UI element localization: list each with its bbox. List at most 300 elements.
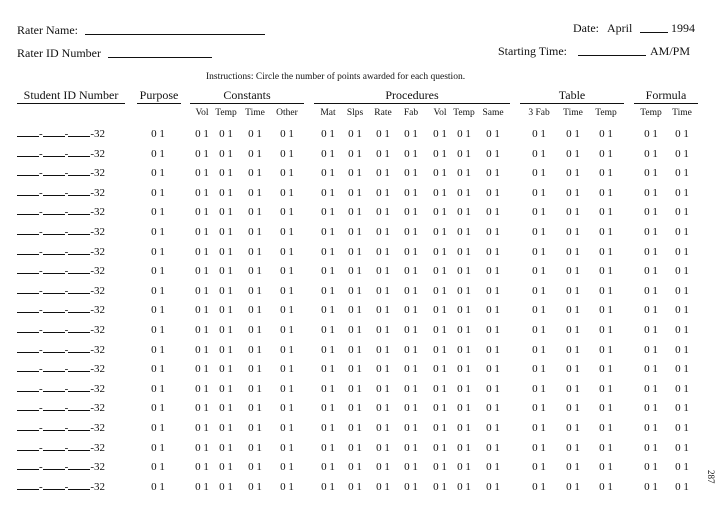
date-day-field[interactable] [640, 32, 668, 33]
score-cell[interactable]: 0 1 [248, 265, 262, 277]
score-cell-purpose[interactable]: 0 1 [151, 206, 165, 218]
student-id-field[interactable]: - - -32 [17, 285, 105, 297]
score-cell[interactable]: 0 1 [280, 422, 294, 434]
score-cell[interactable]: 0 1 [599, 148, 613, 160]
score-cell[interactable]: 0 1 [280, 246, 294, 258]
student-id-field[interactable]: - - -32 [17, 344, 105, 356]
score-cell[interactable]: 0 1 [321, 304, 335, 316]
score-cell[interactable]: 0 1 [348, 461, 362, 473]
score-cell[interactable]: 0 1 [457, 206, 471, 218]
score-cell[interactable]: 0 1 [532, 265, 546, 277]
score-cell[interactable]: 0 1 [486, 461, 500, 473]
score-cell-purpose[interactable]: 0 1 [151, 187, 165, 199]
score-cell[interactable]: 0 1 [195, 148, 209, 160]
score-cell[interactable]: 0 1 [532, 422, 546, 434]
score-cell[interactable]: 0 1 [376, 226, 390, 238]
score-cell[interactable]: 0 1 [433, 324, 447, 336]
score-cell[interactable]: 0 1 [404, 442, 418, 454]
score-cell[interactable]: 0 1 [532, 206, 546, 218]
score-cell[interactable]: 0 1 [195, 402, 209, 414]
score-cell[interactable]: 0 1 [195, 187, 209, 199]
score-cell[interactable]: 0 1 [248, 422, 262, 434]
score-cell[interactable]: 0 1 [486, 167, 500, 179]
score-cell[interactable]: 0 1 [376, 344, 390, 356]
score-cell[interactable]: 0 1 [599, 304, 613, 316]
score-cell[interactable]: 0 1 [644, 226, 658, 238]
score-cell[interactable]: 0 1 [348, 187, 362, 199]
score-cell[interactable]: 0 1 [566, 206, 580, 218]
score-cell[interactable]: 0 1 [433, 363, 447, 375]
score-cell[interactable]: 0 1 [195, 128, 209, 140]
score-cell[interactable]: 0 1 [599, 187, 613, 199]
score-cell[interactable]: 0 1 [644, 344, 658, 356]
score-cell[interactable]: 0 1 [486, 344, 500, 356]
score-cell[interactable]: 0 1 [675, 461, 689, 473]
score-cell[interactable]: 0 1 [321, 481, 335, 493]
score-cell[interactable]: 0 1 [457, 363, 471, 375]
score-cell[interactable]: 0 1 [566, 304, 580, 316]
score-cell[interactable]: 0 1 [532, 285, 546, 297]
score-cell[interactable]: 0 1 [457, 461, 471, 473]
score-cell[interactable]: 0 1 [404, 402, 418, 414]
starting-time-field[interactable] [578, 55, 646, 56]
score-cell[interactable]: 0 1 [566, 285, 580, 297]
score-cell[interactable]: 0 1 [457, 285, 471, 297]
score-cell[interactable]: 0 1 [404, 422, 418, 434]
score-cell-purpose[interactable]: 0 1 [151, 285, 165, 297]
score-cell[interactable]: 0 1 [457, 187, 471, 199]
score-cell[interactable]: 0 1 [219, 226, 233, 238]
score-cell[interactable]: 0 1 [195, 167, 209, 179]
score-cell[interactable]: 0 1 [599, 402, 613, 414]
score-cell[interactable]: 0 1 [599, 128, 613, 140]
score-cell[interactable]: 0 1 [219, 167, 233, 179]
score-cell[interactable]: 0 1 [599, 461, 613, 473]
score-cell[interactable]: 0 1 [321, 442, 335, 454]
score-cell[interactable]: 0 1 [566, 344, 580, 356]
score-cell[interactable]: 0 1 [433, 422, 447, 434]
score-cell[interactable]: 0 1 [532, 461, 546, 473]
score-cell[interactable]: 0 1 [599, 226, 613, 238]
score-cell[interactable]: 0 1 [280, 148, 294, 160]
student-id-field[interactable]: - - -32 [17, 324, 105, 336]
score-cell[interactable]: 0 1 [532, 481, 546, 493]
score-cell[interactable]: 0 1 [321, 383, 335, 395]
score-cell[interactable]: 0 1 [532, 402, 546, 414]
score-cell[interactable]: 0 1 [566, 128, 580, 140]
score-cell[interactable]: 0 1 [348, 285, 362, 297]
score-cell[interactable]: 0 1 [219, 344, 233, 356]
score-cell[interactable]: 0 1 [195, 383, 209, 395]
student-id-field[interactable]: - - -32 [17, 442, 105, 454]
score-cell[interactable]: 0 1 [195, 206, 209, 218]
score-cell[interactable]: 0 1 [280, 167, 294, 179]
score-cell[interactable]: 0 1 [644, 265, 658, 277]
score-cell[interactable]: 0 1 [532, 363, 546, 375]
score-cell[interactable]: 0 1 [321, 148, 335, 160]
score-cell[interactable]: 0 1 [321, 187, 335, 199]
score-cell[interactable]: 0 1 [348, 246, 362, 258]
score-cell[interactable]: 0 1 [376, 265, 390, 277]
score-cell[interactable]: 0 1 [348, 422, 362, 434]
score-cell[interactable]: 0 1 [644, 383, 658, 395]
score-cell[interactable]: 0 1 [599, 324, 613, 336]
score-cell[interactable]: 0 1 [404, 167, 418, 179]
score-cell[interactable]: 0 1 [248, 246, 262, 258]
score-cell[interactable]: 0 1 [644, 167, 658, 179]
score-cell[interactable]: 0 1 [433, 226, 447, 238]
score-cell[interactable]: 0 1 [280, 187, 294, 199]
score-cell[interactable]: 0 1 [248, 383, 262, 395]
score-cell[interactable]: 0 1 [376, 442, 390, 454]
score-cell[interactable]: 0 1 [248, 167, 262, 179]
student-id-field[interactable]: - - -32 [17, 206, 105, 218]
score-cell[interactable]: 0 1 [404, 128, 418, 140]
score-cell[interactable]: 0 1 [457, 128, 471, 140]
score-cell[interactable]: 0 1 [486, 304, 500, 316]
score-cell[interactable]: 0 1 [348, 226, 362, 238]
score-cell[interactable]: 0 1 [486, 226, 500, 238]
score-cell[interactable]: 0 1 [348, 167, 362, 179]
score-cell[interactable]: 0 1 [348, 206, 362, 218]
score-cell[interactable]: 0 1 [195, 442, 209, 454]
score-cell[interactable]: 0 1 [348, 128, 362, 140]
score-cell[interactable]: 0 1 [280, 304, 294, 316]
score-cell[interactable]: 0 1 [433, 285, 447, 297]
student-id-field[interactable]: - - -32 [17, 167, 105, 179]
score-cell[interactable]: 0 1 [644, 442, 658, 454]
score-cell[interactable]: 0 1 [404, 148, 418, 160]
score-cell[interactable]: 0 1 [219, 363, 233, 375]
score-cell[interactable]: 0 1 [566, 324, 580, 336]
score-cell[interactable]: 0 1 [599, 246, 613, 258]
score-cell-purpose[interactable]: 0 1 [151, 246, 165, 258]
score-cell[interactable]: 0 1 [457, 422, 471, 434]
score-cell[interactable]: 0 1 [599, 481, 613, 493]
score-cell[interactable]: 0 1 [644, 246, 658, 258]
score-cell-purpose[interactable]: 0 1 [151, 383, 165, 395]
score-cell[interactable]: 0 1 [280, 481, 294, 493]
score-cell[interactable]: 0 1 [457, 383, 471, 395]
score-cell[interactable]: 0 1 [321, 461, 335, 473]
score-cell[interactable]: 0 1 [321, 324, 335, 336]
score-cell[interactable]: 0 1 [532, 344, 546, 356]
score-cell[interactable]: 0 1 [348, 265, 362, 277]
rater-name-field[interactable] [85, 34, 265, 35]
score-cell[interactable]: 0 1 [675, 167, 689, 179]
score-cell[interactable]: 0 1 [248, 206, 262, 218]
score-cell[interactable]: 0 1 [376, 481, 390, 493]
score-cell[interactable]: 0 1 [675, 324, 689, 336]
score-cell-purpose[interactable]: 0 1 [151, 167, 165, 179]
student-id-field[interactable]: - - -32 [17, 383, 105, 395]
score-cell[interactable]: 0 1 [219, 246, 233, 258]
score-cell[interactable]: 0 1 [376, 363, 390, 375]
score-cell[interactable]: 0 1 [675, 304, 689, 316]
score-cell[interactable]: 0 1 [219, 285, 233, 297]
score-cell[interactable]: 0 1 [376, 402, 390, 414]
score-cell[interactable]: 0 1 [566, 461, 580, 473]
score-cell[interactable]: 0 1 [457, 324, 471, 336]
score-cell[interactable]: 0 1 [280, 402, 294, 414]
score-cell[interactable]: 0 1 [219, 265, 233, 277]
score-cell[interactable]: 0 1 [348, 402, 362, 414]
score-cell[interactable]: 0 1 [376, 285, 390, 297]
score-cell[interactable]: 0 1 [376, 246, 390, 258]
score-cell[interactable]: 0 1 [195, 422, 209, 434]
score-cell[interactable]: 0 1 [433, 246, 447, 258]
score-cell[interactable]: 0 1 [599, 422, 613, 434]
score-cell[interactable]: 0 1 [219, 461, 233, 473]
score-cell[interactable]: 0 1 [433, 206, 447, 218]
score-cell[interactable]: 0 1 [404, 246, 418, 258]
score-cell[interactable]: 0 1 [321, 246, 335, 258]
score-cell[interactable]: 0 1 [219, 442, 233, 454]
score-cell[interactable]: 0 1 [321, 167, 335, 179]
score-cell[interactable]: 0 1 [195, 481, 209, 493]
score-cell[interactable]: 0 1 [486, 265, 500, 277]
score-cell[interactable]: 0 1 [433, 461, 447, 473]
score-cell[interactable]: 0 1 [675, 265, 689, 277]
score-cell[interactable]: 0 1 [566, 442, 580, 454]
score-cell[interactable]: 0 1 [486, 128, 500, 140]
score-cell[interactable]: 0 1 [566, 226, 580, 238]
score-cell[interactable]: 0 1 [486, 206, 500, 218]
score-cell[interactable]: 0 1 [486, 187, 500, 199]
score-cell[interactable]: 0 1 [675, 383, 689, 395]
score-cell[interactable]: 0 1 [486, 402, 500, 414]
score-cell[interactable]: 0 1 [457, 304, 471, 316]
score-cell[interactable]: 0 1 [404, 285, 418, 297]
score-cell[interactable]: 0 1 [321, 206, 335, 218]
score-cell-purpose[interactable]: 0 1 [151, 344, 165, 356]
score-cell[interactable]: 0 1 [404, 265, 418, 277]
score-cell[interactable]: 0 1 [433, 167, 447, 179]
score-cell[interactable]: 0 1 [404, 344, 418, 356]
score-cell[interactable]: 0 1 [404, 226, 418, 238]
score-cell[interactable]: 0 1 [376, 383, 390, 395]
score-cell[interactable]: 0 1 [248, 285, 262, 297]
score-cell[interactable]: 0 1 [433, 128, 447, 140]
score-cell[interactable]: 0 1 [280, 128, 294, 140]
score-cell-purpose[interactable]: 0 1 [151, 402, 165, 414]
score-cell[interactable]: 0 1 [599, 442, 613, 454]
score-cell[interactable]: 0 1 [599, 344, 613, 356]
score-cell[interactable]: 0 1 [248, 324, 262, 336]
score-cell[interactable]: 0 1 [457, 344, 471, 356]
score-cell[interactable]: 0 1 [532, 442, 546, 454]
score-cell[interactable]: 0 1 [457, 167, 471, 179]
score-cell[interactable]: 0 1 [457, 442, 471, 454]
score-cell[interactable]: 0 1 [248, 442, 262, 454]
score-cell[interactable]: 0 1 [644, 481, 658, 493]
score-cell-purpose[interactable]: 0 1 [151, 481, 165, 493]
score-cell-purpose[interactable]: 0 1 [151, 363, 165, 375]
score-cell[interactable]: 0 1 [486, 246, 500, 258]
score-cell[interactable]: 0 1 [599, 206, 613, 218]
score-cell[interactable]: 0 1 [675, 285, 689, 297]
score-cell[interactable]: 0 1 [486, 383, 500, 395]
student-id-field[interactable]: - - -32 [17, 363, 105, 375]
score-cell[interactable]: 0 1 [348, 363, 362, 375]
score-cell[interactable]: 0 1 [433, 383, 447, 395]
score-cell[interactable]: 0 1 [532, 148, 546, 160]
score-cell[interactable]: 0 1 [219, 304, 233, 316]
score-cell[interactable]: 0 1 [404, 481, 418, 493]
score-cell[interactable]: 0 1 [675, 402, 689, 414]
score-cell[interactable]: 0 1 [675, 246, 689, 258]
student-id-field[interactable]: - - -32 [17, 265, 105, 277]
score-cell-purpose[interactable]: 0 1 [151, 265, 165, 277]
score-cell[interactable]: 0 1 [376, 422, 390, 434]
score-cell[interactable]: 0 1 [532, 383, 546, 395]
student-id-field[interactable]: - - -32 [17, 402, 105, 414]
score-cell-purpose[interactable]: 0 1 [151, 148, 165, 160]
score-cell[interactable]: 0 1 [195, 265, 209, 277]
score-cell[interactable]: 0 1 [599, 265, 613, 277]
score-cell[interactable]: 0 1 [486, 442, 500, 454]
score-cell[interactable]: 0 1 [376, 148, 390, 160]
score-cell[interactable]: 0 1 [321, 402, 335, 414]
score-cell[interactable]: 0 1 [433, 265, 447, 277]
score-cell[interactable]: 0 1 [248, 187, 262, 199]
student-id-field[interactable]: - - -32 [17, 187, 105, 199]
score-cell[interactable]: 0 1 [219, 206, 233, 218]
score-cell[interactable]: 0 1 [532, 167, 546, 179]
score-cell-purpose[interactable]: 0 1 [151, 422, 165, 434]
score-cell[interactable]: 0 1 [376, 304, 390, 316]
score-cell[interactable]: 0 1 [457, 481, 471, 493]
score-cell[interactable]: 0 1 [566, 383, 580, 395]
score-cell[interactable]: 0 1 [644, 422, 658, 434]
score-cell[interactable]: 0 1 [404, 187, 418, 199]
score-cell[interactable]: 0 1 [675, 128, 689, 140]
score-cell[interactable]: 0 1 [486, 481, 500, 493]
score-cell-purpose[interactable]: 0 1 [151, 461, 165, 473]
score-cell[interactable]: 0 1 [219, 422, 233, 434]
score-cell[interactable]: 0 1 [195, 363, 209, 375]
score-cell[interactable]: 0 1 [280, 442, 294, 454]
score-cell[interactable]: 0 1 [457, 246, 471, 258]
score-cell[interactable]: 0 1 [675, 363, 689, 375]
score-cell[interactable]: 0 1 [376, 206, 390, 218]
score-cell[interactable]: 0 1 [219, 383, 233, 395]
score-cell[interactable]: 0 1 [280, 226, 294, 238]
score-cell[interactable]: 0 1 [532, 226, 546, 238]
score-cell[interactable]: 0 1 [195, 285, 209, 297]
score-cell[interactable]: 0 1 [248, 363, 262, 375]
score-cell[interactable]: 0 1 [321, 128, 335, 140]
score-cell[interactable]: 0 1 [376, 461, 390, 473]
score-cell[interactable]: 0 1 [433, 344, 447, 356]
score-cell[interactable]: 0 1 [348, 481, 362, 493]
score-cell[interactable]: 0 1 [566, 402, 580, 414]
score-cell[interactable]: 0 1 [457, 265, 471, 277]
score-cell[interactable]: 0 1 [195, 246, 209, 258]
score-cell[interactable]: 0 1 [532, 246, 546, 258]
score-cell[interactable]: 0 1 [348, 344, 362, 356]
score-cell[interactable]: 0 1 [248, 461, 262, 473]
score-cell[interactable]: 0 1 [566, 148, 580, 160]
score-cell[interactable]: 0 1 [532, 128, 546, 140]
score-cell[interactable]: 0 1 [219, 402, 233, 414]
score-cell-purpose[interactable]: 0 1 [151, 128, 165, 140]
score-cell[interactable]: 0 1 [675, 442, 689, 454]
score-cell[interactable]: 0 1 [433, 304, 447, 316]
score-cell[interactable]: 0 1 [376, 128, 390, 140]
score-cell[interactable]: 0 1 [532, 324, 546, 336]
score-cell[interactable]: 0 1 [248, 128, 262, 140]
score-cell[interactable]: 0 1 [195, 324, 209, 336]
score-cell[interactable]: 0 1 [433, 148, 447, 160]
score-cell[interactable]: 0 1 [644, 461, 658, 473]
score-cell-purpose[interactable]: 0 1 [151, 226, 165, 238]
score-cell[interactable]: 0 1 [376, 187, 390, 199]
score-cell[interactable]: 0 1 [321, 363, 335, 375]
score-cell[interactable]: 0 1 [195, 226, 209, 238]
student-id-field[interactable]: - - -32 [17, 148, 105, 160]
score-cell[interactable]: 0 1 [486, 363, 500, 375]
score-cell[interactable]: 0 1 [321, 265, 335, 277]
score-cell[interactable]: 0 1 [486, 148, 500, 160]
score-cell[interactable]: 0 1 [195, 461, 209, 473]
student-id-field[interactable]: - - -32 [17, 246, 105, 258]
score-cell[interactable]: 0 1 [404, 383, 418, 395]
score-cell[interactable]: 0 1 [280, 265, 294, 277]
score-cell[interactable]: 0 1 [486, 285, 500, 297]
score-cell[interactable]: 0 1 [644, 206, 658, 218]
score-cell[interactable]: 0 1 [675, 422, 689, 434]
score-cell[interactable]: 0 1 [376, 167, 390, 179]
score-cell[interactable]: 0 1 [195, 304, 209, 316]
score-cell[interactable]: 0 1 [348, 304, 362, 316]
score-cell[interactable]: 0 1 [248, 304, 262, 316]
score-cell[interactable]: 0 1 [348, 383, 362, 395]
score-cell[interactable]: 0 1 [532, 304, 546, 316]
score-cell[interactable]: 0 1 [376, 324, 390, 336]
score-cell[interactable]: 0 1 [280, 206, 294, 218]
score-cell[interactable]: 0 1 [348, 148, 362, 160]
score-cell[interactable]: 0 1 [248, 148, 262, 160]
student-id-field[interactable]: - - -32 [17, 461, 105, 473]
score-cell[interactable]: 0 1 [599, 285, 613, 297]
score-cell[interactable]: 0 1 [644, 128, 658, 140]
score-cell[interactable]: 0 1 [566, 187, 580, 199]
score-cell[interactable]: 0 1 [248, 344, 262, 356]
score-cell[interactable]: 0 1 [566, 481, 580, 493]
score-cell[interactable]: 0 1 [321, 285, 335, 297]
score-cell[interactable]: 0 1 [457, 226, 471, 238]
score-cell[interactable]: 0 1 [566, 422, 580, 434]
score-cell[interactable]: 0 1 [532, 187, 546, 199]
score-cell[interactable]: 0 1 [219, 128, 233, 140]
student-id-field[interactable]: - - -32 [17, 128, 105, 140]
score-cell[interactable]: 0 1 [433, 187, 447, 199]
score-cell[interactable]: 0 1 [321, 226, 335, 238]
score-cell[interactable]: 0 1 [599, 363, 613, 375]
score-cell[interactable]: 0 1 [280, 344, 294, 356]
score-cell[interactable]: 0 1 [457, 148, 471, 160]
student-id-field[interactable]: - - -32 [17, 304, 105, 316]
score-cell[interactable]: 0 1 [486, 324, 500, 336]
rater-id-field[interactable] [108, 57, 212, 58]
score-cell[interactable]: 0 1 [348, 442, 362, 454]
score-cell[interactable]: 0 1 [675, 206, 689, 218]
score-cell[interactable]: 0 1 [404, 206, 418, 218]
student-id-field[interactable]: - - -32 [17, 226, 105, 238]
score-cell-purpose[interactable]: 0 1 [151, 442, 165, 454]
score-cell[interactable]: 0 1 [599, 383, 613, 395]
